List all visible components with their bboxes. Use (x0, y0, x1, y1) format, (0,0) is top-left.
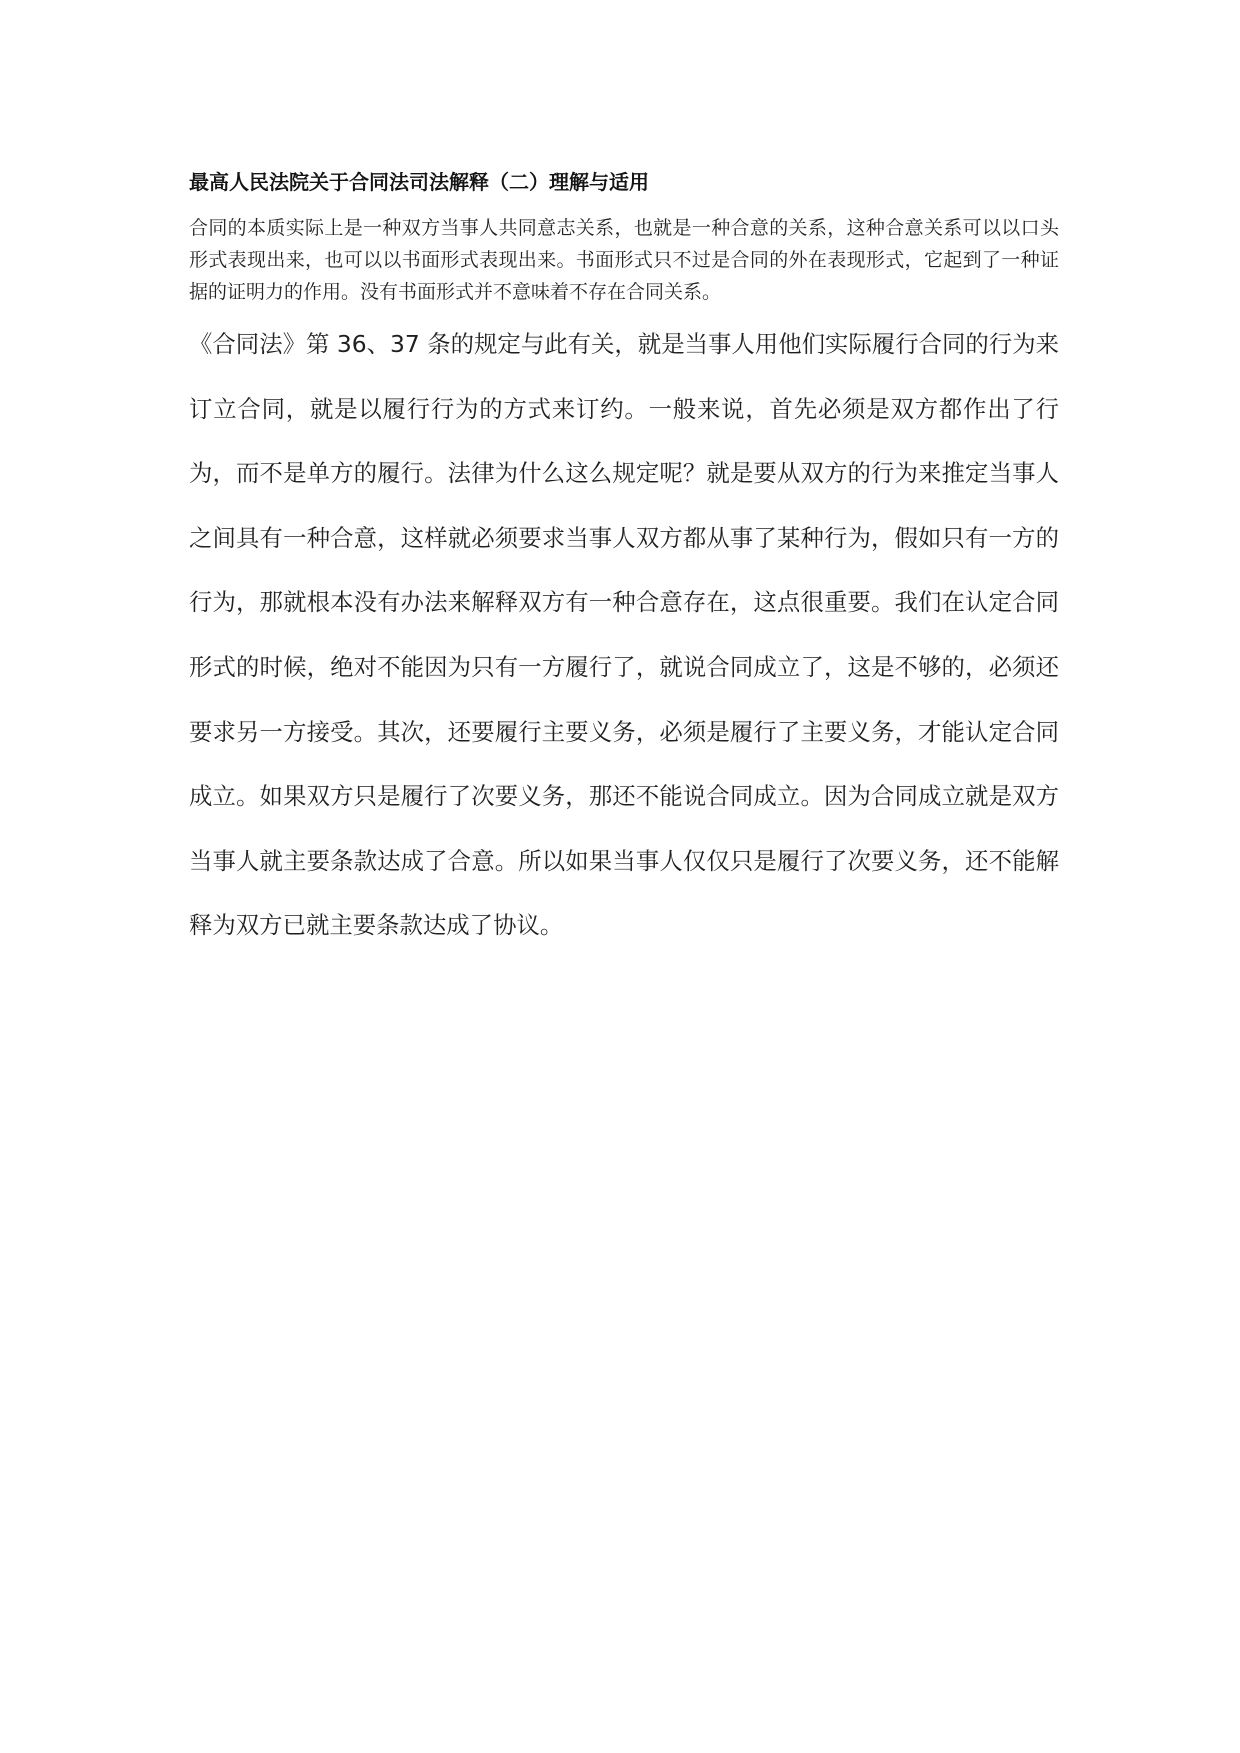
body-paragraph: 《合同法》第 36、37 条的规定与此有关，就是当事人用他们实际履行合同的行为来订立合同，就是以履行行为的方式来订约。一般来说，首先必须是双方都作出了行为，而不是单方的履行。法律为什么这么规定呢？就是要从双方的行为来推定当事人之间具有一种合意，这样就必须要求当事人双方都从事了某种行为，假如只有一方的行为，那就根本没有办法来解释双方有一种合意存在，这点很重要。我们在认定合同形式的时候，绝对不能因为只有一方履行了，就说合同成立了，这是不够的，必须还要求另一方接受。其次，还要履行主要义务，必须是履行了主要义务，才能认定合同成立。如果双方只是履行了次要义务，那还不能说合同成立。因为合同成立就是双方当事人就主要条款达成了合意。所以如果当事人仅仅只是履行了次要义务，还不能解释为双方已就主要条款达成了协议。 (189, 330, 1059, 940)
document-page (189, 166, 1059, 958)
document-title: 最高人民法院关于合同法司法解释（二）理解与适用 (189, 170, 649, 194)
intro-paragraph: 合同的本质实际上是一种双方当事人共同意志关系，也就是一种合意的关系，这种合意关系可以以口头形式表现出来，也可以以书面形式表现出来。书面形式只不过是合同的外在表现形式，它起到了一种证据的证明力的作用。没有书面形式并不意味着不存在合同关系。 (189, 217, 1059, 303)
